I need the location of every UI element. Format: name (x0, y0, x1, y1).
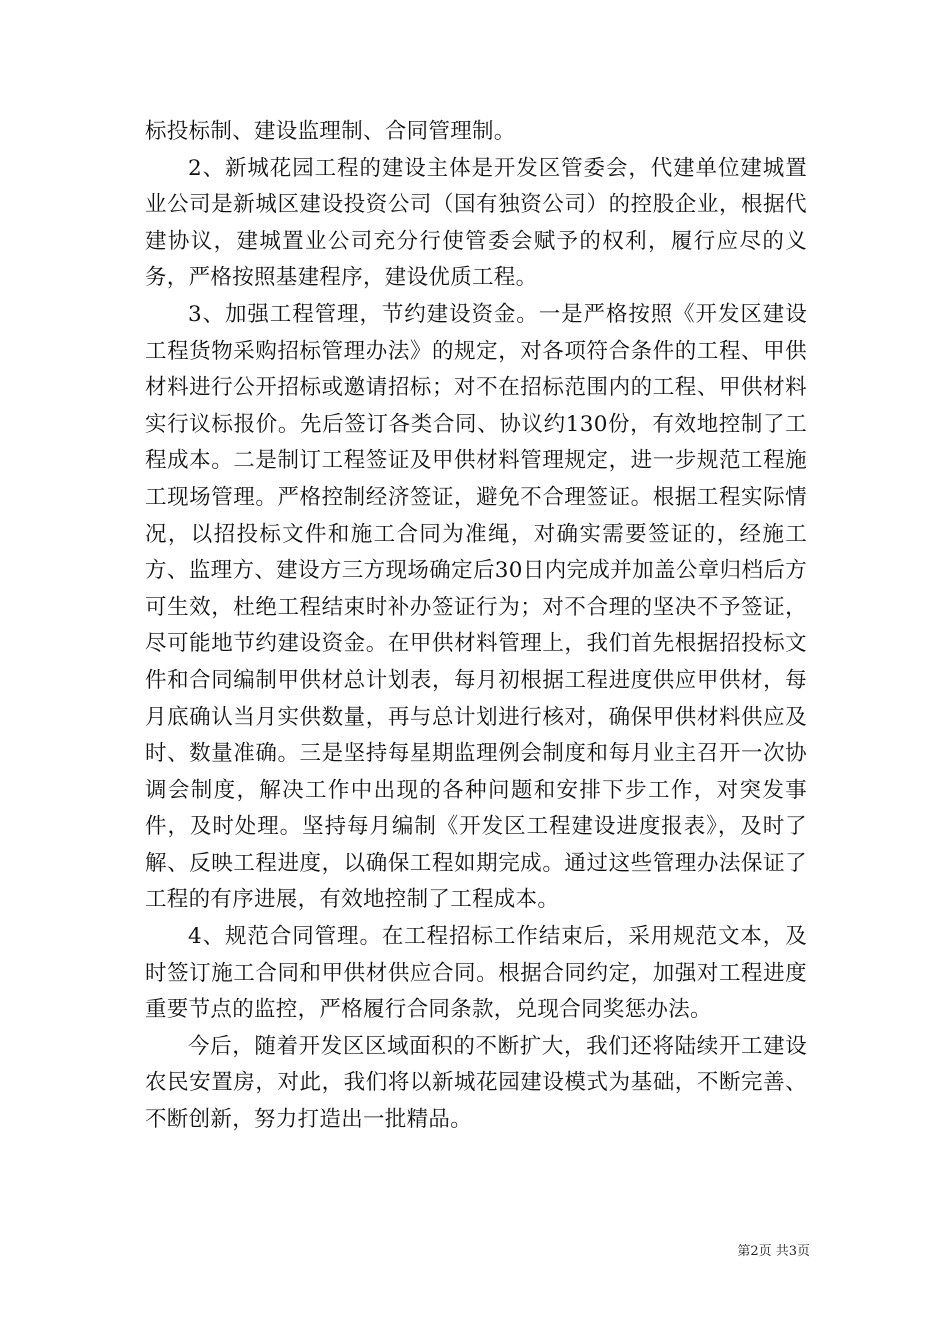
paragraph-item-3: 3、加强工程管理，节约建设资金。一是严格按照《开发区建设工程货物采购招标管理办法》的规定，对各项符合条件的工程、甲供材料进行公开招标或邀请招标；对不在招标范围内的工程、甲供材料实行议标报价。先后签订各类合同、协议约130份，有效地控制了工程成本。二是制订工程签证及甲供材料管理规定，进一步规范工程施工现场管理。严格控制经济签证，避免不合理签证。根据工程实际情况，以招投标文件和施工合同为准绳，对确实需要签证的，经施工方、监理方、建设方三方现场确定后30日内完成并加盖公章归档后方可生效，杜绝工程结束时补办签证行为；对不合理的坚决不予签证，尽可能地节约建设资金。在甲供材料管理上，我们首先根据招投标文件和合同编制甲供材总计划表，每月初根据工程进度供应甲供材，每月底确认当月实供数量，再与总计划进行核对，确保甲供材料供应及时、数量准确。三是坚持每星期监理例会制度和每月业主召开一次协调会制度，解决工作中出现的各种问题和安排下步工作，对突发事件，及时处理。坚持每月编制《开发区工程建设进度报表》，及时了解、反映工程进度，以确保工程如期完成。通过这些管理办法保证了工程的有序进展，有效地控制了工程成本。 (145, 301, 807, 913)
paragraph-conclusion: 今后，随着开发区区域面积的不断扩大，我们还将陆续开工建设农民安置房，对此，我们将以新城花园建设模式为基础，不断完善、不断创新，努力打造出一批精品。 (145, 1033, 807, 1133)
paragraph-item-2: 2、新城花园工程的建设主体是开发区管委会，代建单位建城置业公司是新城区建设投资公司（国有独资公司）的控股企业，根据代建协议，建城置业公司充分行使管委会赋予的权利，履行应尽的义务，严格按照基建程序，建设优质工程。 (145, 155, 807, 291)
page-number-footer: 第2页 共3页 (737, 1244, 810, 1259)
paragraph-continued: 标投标制、建设监理制、合同管理制。 (145, 119, 516, 144)
document-body (145, 114, 807, 1139)
paragraph-item-4: 4、规范合同管理。在工程招标工作结束后，采用规范文本，及时签订施工合同和甲供材供应合同。根据合同约定，加强对工程进度重要节点的监控，严格履行合同条款，兑现合同奖惩办法。 (145, 924, 807, 1023)
